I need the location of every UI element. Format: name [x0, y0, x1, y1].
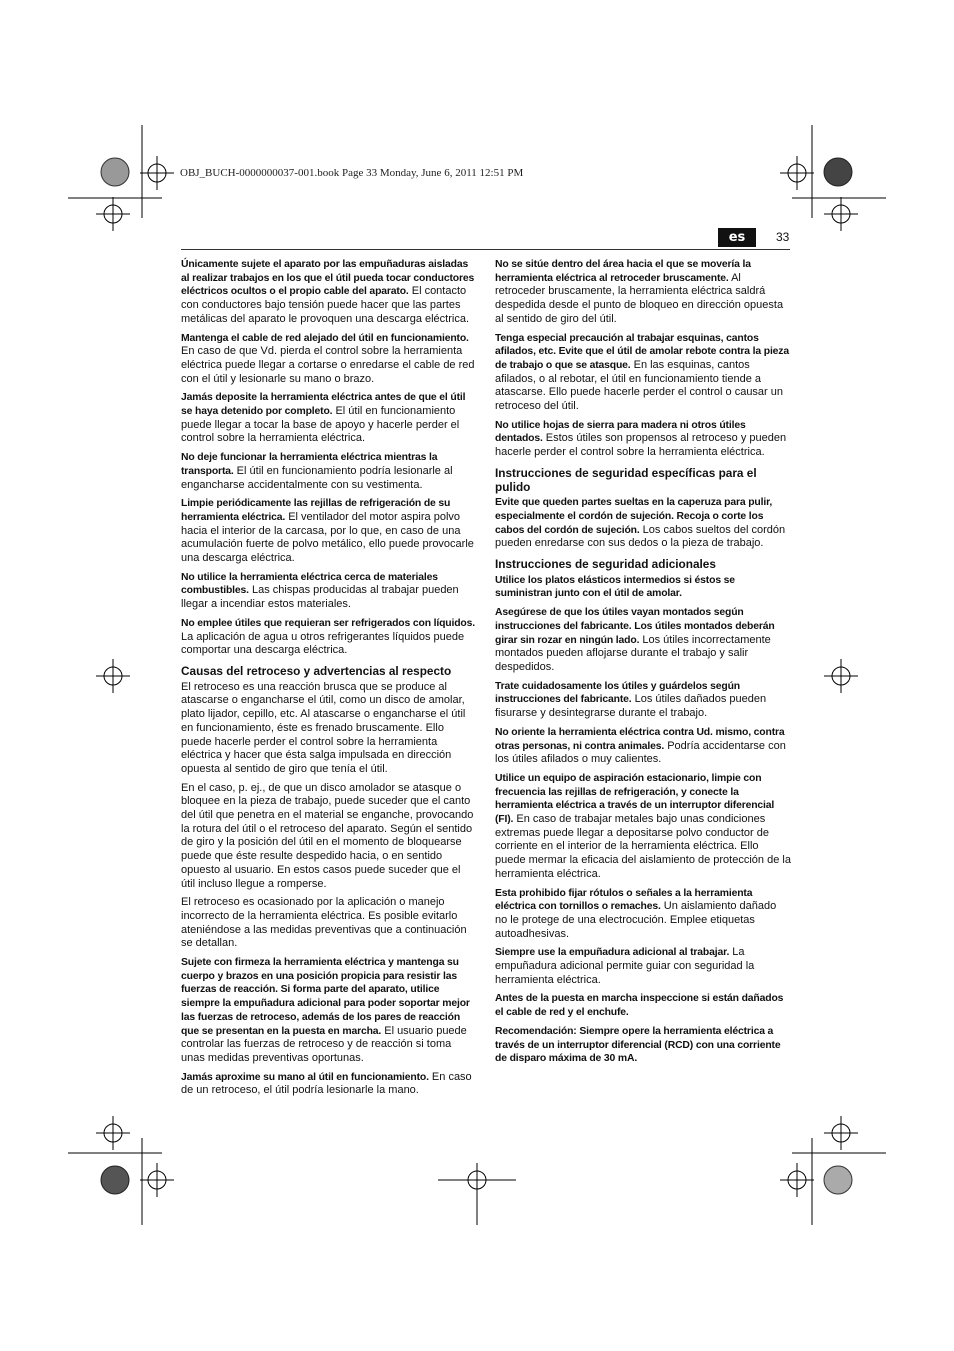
- paragraph: [495, 887, 791, 942]
- paragraph: [495, 946, 791, 987]
- paragraph: [495, 606, 791, 675]
- header-rule: [181, 249, 790, 250]
- paragraph-body: El retroceso es ocasionado por la aplicación o manejo incorrecto de la herramienta eléctrica. Es posible evitarlo ateniéndose a las medidas preventivas que a continuación se detallan.: [181, 896, 467, 950]
- paragraph-body: El contacto con conductores bajo tensión puede hacer que las partes metálicas del aparato le provoquen una descarga eléctrica.: [181, 285, 470, 325]
- paragraph: [181, 896, 477, 951]
- paragraph-body: En caso de que Vd. pierda el control sobre la herramienta eléctrica puede llegar a cortarse o enredarse el cable de red con el útil y lesionarle su mano o brazo.: [181, 345, 475, 385]
- paragraph: [495, 258, 791, 327]
- paragraph-body: Un aislamiento dañado no le protege de una electrocución. Emplee etiquetas autoadhesivas.: [495, 900, 777, 940]
- paragraph-lead: Limpie periódicamente las rejillas de refrigeración de su herramienta eléctrica.: [181, 498, 451, 523]
- section-heading: Instrucciones de seguridad adicionales: [495, 557, 716, 572]
- paragraph-lead: Utilice los platos elásticos intermedios si éstos se suministran junto con el útil de amolar.: [495, 574, 735, 600]
- paragraph-lead: Tenga especial precaución al trabajar esquinas, cantos afilados, etc. Evite que el útil de amolar rebote contra la pieza de trabajo o que se atasque.: [495, 332, 789, 371]
- paragraph-body: En el caso, p. ej., de que un disco amolador se atasque o bloquee en la pieza de trabajo, puede suceder que el canto del útil que penetra en el material se enganche, provocando la rotura del útil o el retroceso del aparato. Según el sentido de giro y la posición del útil en el momento de bloquearse puede que éste resulte despedido hacia, o en sentido opuesto al usuario. En estos casos puede suceder que el útil incluso llegue a romperse.: [181, 781, 474, 890]
- paragraph-lead: Utilice un equipo de aspiración estacionario, limpie con frecuencia las rejillas de refrigeración, y conecte la herramienta eléctrica a través de un interruptor diferencial (FI).: [495, 772, 775, 826]
- paragraph-lead: Trate cuidadosamente los útiles y guárdelos según instrucciones del fabricante.: [495, 680, 740, 706]
- paragraph-body: En caso de trabajar metales bajo unas condiciones extremas puede llegar a depositarse polvo conductor de corriente en el interior de la herramienta eléctrica. Ello puede mermar la eficacia del aislamiento de protección de la herramienta eléctrica.: [495, 813, 791, 880]
- paragraph-lead: Esta prohibido fijar rótulos o señales a la herramienta eléctrica con tornillos o remaches.: [495, 887, 753, 913]
- paragraph-body: La aplicación de agua u otros refrigerantes líquidos puede comportar una descarga eléctrica.: [181, 630, 465, 657]
- paragraph-body: El usuario puede controlar las fuerzas de retroceso y de reacción si toma unas medidas preventivas oportunas.: [181, 1024, 467, 1064]
- paragraph-lead: Sujete con firmeza la herramienta eléctrica y mantenga su cuerpo y brazos en una posición propicia para resistir las fuerzas de reacción. Si forma parte del aparato, utilice siempre la empuñadura adicional para poder soportar mejor las fuerzas de retroceso, además de los pares de reacción que se presentan en la puesta en marcha.: [181, 957, 470, 1037]
- paragraph: [181, 782, 477, 892]
- paragraph-lead: No emplee útiles que requieran ser refrigerados con líquidos.: [181, 617, 475, 629]
- paragraph-body: Los útiles incorrectamente montados pueden aflojarse durante el trabajo y salir despedidos.: [495, 633, 771, 673]
- section-heading: Instrucciones de seguridad específicas para el pulido: [495, 465, 757, 494]
- paragraph-lead: Siempre use la empuñadura adicional al trabajar.: [495, 947, 730, 959]
- paragraph: [181, 956, 477, 1066]
- paragraph: [495, 992, 791, 1019]
- paragraph-body: En caso de un retroceso, el útil podría lesionarle la mano.: [181, 1070, 472, 1097]
- paragraph-lead: Evite que queden partes sueltas en la caperuza para pulir, especialmente el cordón de sujeción. Recoja o corte los cabos del cordón de sujeción.: [495, 497, 773, 536]
- paragraph: [181, 332, 477, 387]
- paragraph: [181, 617, 477, 658]
- paragraph-lead: Jamás deposite la herramienta eléctrica antes de que el útil se haya detenido por completo.: [181, 392, 466, 418]
- paragraph: [495, 772, 791, 882]
- paragraph-body: Los útiles dañados pueden fisurarse y desintegrarse durante el trabajo.: [495, 693, 767, 720]
- paragraph-body: El útil en funcionamiento puede llegar a tocar la base de apoyo y hacerle perder el control sobre la herramienta eléctrica.: [181, 405, 460, 445]
- paragraph-body: La empuñadura adicional permite guiar con seguridad la herramienta eléctrica.: [495, 946, 755, 986]
- paragraph-lead: Asegúrese de que los útiles vayan montados según instrucciones del fabricante. Los útiles montados deberán girar sin rozar en ningún lado.: [495, 607, 775, 646]
- paragraph-body: Los cabos sueltos del cordón pueden enredarse con sus dedos o la pieza de trabajo.: [495, 523, 786, 550]
- page-number: 33: [776, 230, 790, 244]
- paragraph-body: El ventilador del motor aspira polvo hacia el interior de la carcasa, por lo que, en caso de una acumulación fuerte de polvo metálico, ello puede provocarle una descarga eléctrica.: [181, 510, 474, 565]
- paragraph: [181, 391, 477, 446]
- paragraph-lead: Mantenga el cable de red alejado del útil en funcionamiento.: [181, 332, 469, 344]
- paragraph: [181, 681, 477, 777]
- paragraph: [495, 726, 791, 767]
- paragraph: [181, 258, 477, 327]
- left-column: [181, 258, 477, 1103]
- paragraph: [181, 1071, 477, 1098]
- paragraph-lead: No se sitúe dentro del área hacia el que se movería la herramienta eléctrica al retroceder bruscamente.: [495, 259, 751, 284]
- paragraph: [181, 451, 477, 492]
- print-slug: OBJ_BUCH-0000000037-001.book Page 33 Monday, June 6, 2011 12:51 PM: [180, 167, 524, 179]
- paragraph-body: Estos útiles son propensos al retroceso y pueden hacerle perder el control sobre la herramienta eléctrica.: [495, 432, 787, 459]
- paragraph: [495, 1025, 791, 1066]
- paragraph: [495, 680, 791, 721]
- paragraph: [495, 496, 791, 551]
- language-badge: es: [718, 228, 756, 247]
- paragraph-lead: No utilice hojas de sierra para madera ni otros útiles dentados.: [495, 419, 746, 445]
- section-heading: Causas del retroceso y advertencias al respecto: [181, 663, 452, 678]
- paragraph-body: Podría accidentarse con los útiles afilados o muy calientes.: [495, 739, 786, 766]
- paragraph-lead: No utilice la herramienta eléctrica cerca de materiales combustibles.: [181, 571, 438, 597]
- paragraph-body: Al retroceder bruscamente, la herramienta eléctrica saldrá despedida desde el punto de bloqueo en dirección opuesta al sentido de giro del útil.: [495, 271, 784, 325]
- paragraph: [495, 332, 791, 414]
- paragraph: [495, 419, 791, 460]
- paragraph-lead: Únicamente sujete el aparato por las empuñaduras aisladas al realizar trabajos en los que el útil pueda tocar conductores eléctricos ocultos o el propio cable del aparato.: [181, 259, 475, 298]
- paragraph-lead: Jamás aproxime su mano al útil en funcionamiento.: [181, 1071, 429, 1083]
- right-column: [495, 258, 791, 1071]
- paragraph: [181, 571, 477, 612]
- paragraph: [181, 497, 477, 566]
- paragraph-body: El útil en funcionamiento podría lesionarle al engancharse accidentalmente con su vestimenta.: [181, 464, 453, 491]
- paragraph-body: El retroceso es una reacción brusca que se produce al atascarse o engancharse el útil, como un disco de amolar, plato lijador, cepillo, etc. Al atascarse o engancharse el útil en funcionamiento, éste es frenado bruscamente. Ello puede hacerle perder el control sobre la herramienta eléctrica y hacer que ésta salga impulsada en dirección opuesta al sentido de giro que tenía el útil.: [181, 680, 466, 775]
- paragraph-lead: Antes de la puesta en marcha inspeccione si están dañados el cable de red y el enchufe.: [495, 993, 784, 1019]
- paragraph-lead: Recomendación: Siempre opere la herramienta eléctrica a través de un interruptor diferencial (RCD) con una corriente de disparo máxima de 30 mA.: [495, 1025, 781, 1065]
- paragraph-lead: No oriente la herramienta eléctrica contra Ud. mismo, contra otras personas, ni contra animales.: [495, 726, 785, 752]
- paragraph: [495, 574, 791, 601]
- paragraph-body: En las esquinas, cantos afilados, o al rebotar, el útil en funcionamiento tiende a atascarse. Ello puede hacerle perder el control o causar un retroceso del útil.: [495, 358, 784, 413]
- paragraph-lead: No deje funcionar la herramienta eléctrica mientras la transporta.: [181, 452, 438, 477]
- paragraph-body: Las chispas producidas al trabajar pueden llegar a incendiar estos materiales.: [181, 584, 459, 611]
